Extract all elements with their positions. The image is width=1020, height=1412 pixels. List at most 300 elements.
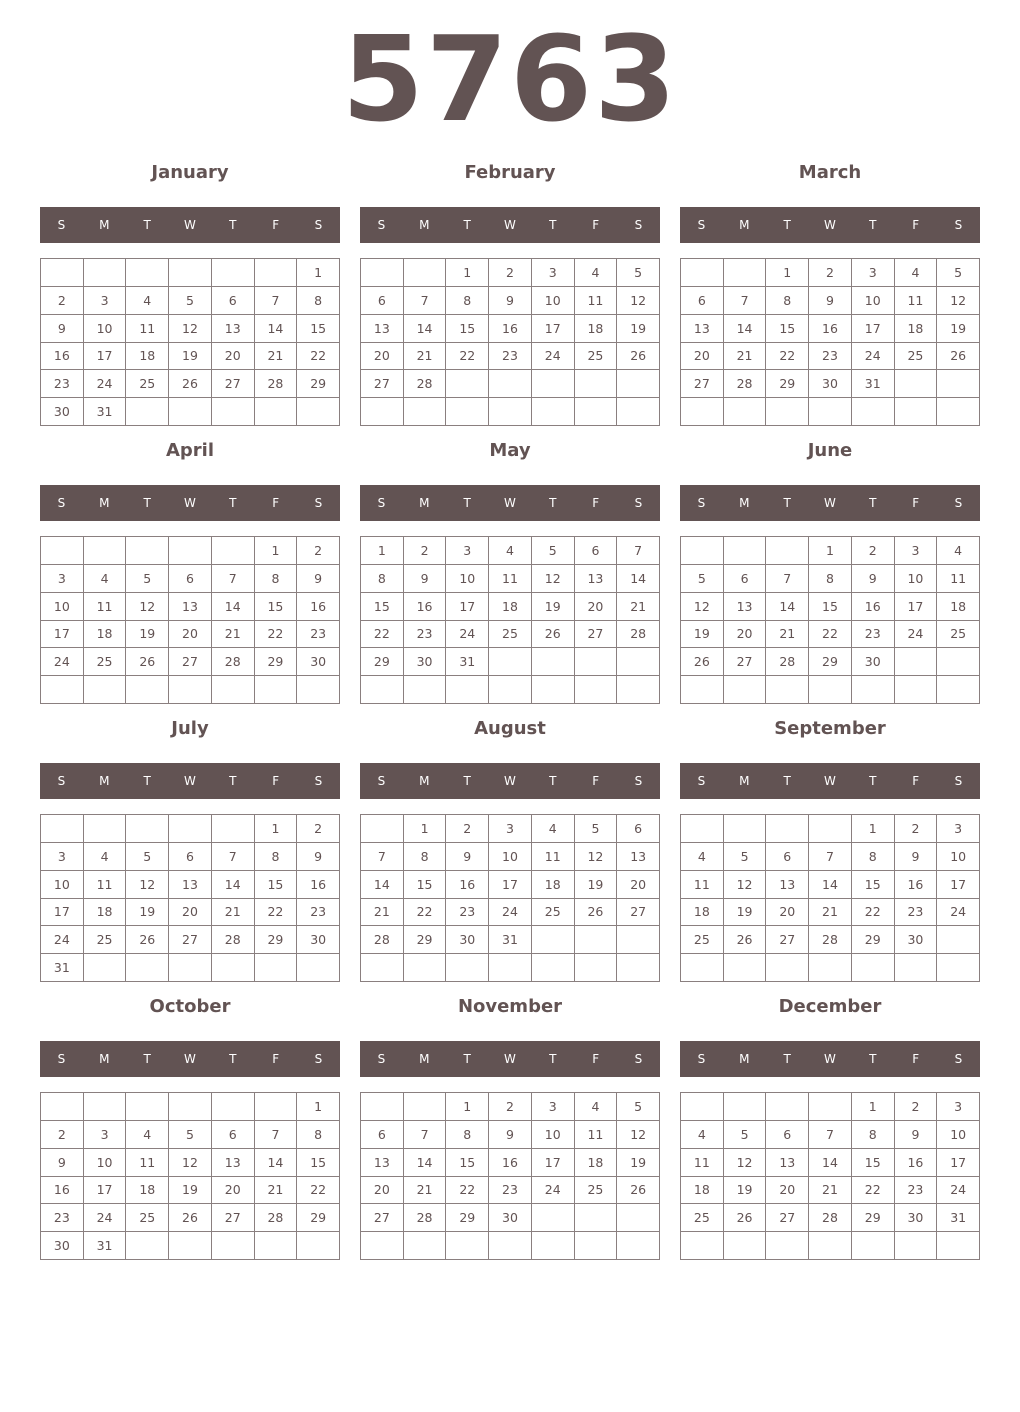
weekday-label: F	[272, 218, 280, 232]
day-cell: 28	[404, 370, 447, 398]
day-cell: 14	[361, 871, 404, 899]
day-cell: 1	[446, 1093, 489, 1121]
weekday-label: M	[419, 774, 430, 788]
empty-cell	[84, 537, 127, 565]
day-cell: 14	[404, 315, 447, 343]
day-cell: 2	[489, 1093, 532, 1121]
day-cell: 18	[126, 343, 169, 371]
empty-cell	[532, 926, 575, 954]
weekday-label: T	[869, 1052, 877, 1066]
day-cell: 20	[681, 343, 724, 371]
day-cell: 1	[255, 537, 298, 565]
day-cell: 16	[895, 871, 938, 899]
weekday-label: T	[463, 496, 471, 510]
day-cell: 15	[766, 315, 809, 343]
day-cell: 4	[937, 537, 980, 565]
day-cell: 30	[404, 648, 447, 676]
day-cell: 12	[532, 565, 575, 593]
day-cell: 8	[852, 1121, 895, 1149]
day-cell: 30	[489, 1204, 532, 1232]
empty-cell	[852, 398, 895, 426]
weekday-label: T	[229, 774, 237, 788]
weekday-label: M	[739, 1052, 750, 1066]
weekday-label: T	[783, 496, 791, 510]
day-cell: 7	[809, 843, 852, 871]
weekday-header	[40, 485, 340, 521]
month-name: February	[464, 162, 556, 183]
day-cell: 3	[446, 537, 489, 565]
weekday-label: T	[463, 1052, 471, 1066]
weekday-header	[40, 763, 340, 799]
day-cell: 13	[617, 843, 660, 871]
day-cell: 21	[766, 621, 809, 649]
empty-cell	[809, 954, 852, 982]
empty-cell	[895, 648, 938, 676]
day-cell: 15	[809, 593, 852, 621]
day-cell: 9	[489, 1121, 532, 1149]
weekday-label: T	[143, 1052, 151, 1066]
day-cell: 13	[169, 871, 212, 899]
day-cell: 3	[41, 843, 84, 871]
day-cell: 30	[895, 1204, 938, 1232]
empty-cell	[937, 676, 980, 704]
empty-cell	[532, 370, 575, 398]
day-cell: 27	[766, 1204, 809, 1232]
day-cell: 23	[297, 621, 340, 649]
empty-cell	[617, 648, 660, 676]
day-cell: 7	[361, 843, 404, 871]
weekday-label: S	[634, 1052, 643, 1066]
weekday-header	[680, 485, 980, 521]
day-cell: 2	[41, 1121, 84, 1149]
day-cell: 26	[617, 1177, 660, 1205]
empty-cell	[617, 954, 660, 982]
day-cell: 9	[404, 565, 447, 593]
weekday-header	[360, 1041, 660, 1077]
day-cell: 25	[126, 1204, 169, 1232]
empty-cell	[41, 676, 84, 704]
day-cell: 20	[766, 899, 809, 927]
day-cell: 15	[255, 593, 298, 621]
day-cell: 27	[169, 648, 212, 676]
weekday-label: M	[99, 1052, 110, 1066]
empty-cell	[489, 398, 532, 426]
weekday-label: M	[739, 218, 750, 232]
day-cell: 10	[84, 315, 127, 343]
day-cell: 14	[255, 315, 298, 343]
empty-cell	[404, 1093, 447, 1121]
empty-cell	[489, 648, 532, 676]
day-cell: 3	[937, 815, 980, 843]
empty-cell	[169, 676, 212, 704]
day-cell: 16	[297, 593, 340, 621]
day-cell: 21	[255, 343, 298, 371]
day-cell: 30	[297, 926, 340, 954]
empty-cell	[255, 1232, 298, 1260]
day-cell: 7	[255, 1121, 298, 1149]
day-cell: 2	[852, 537, 895, 565]
day-cell: 15	[852, 1149, 895, 1177]
day-cell: 23	[489, 1177, 532, 1205]
day-cell: 28	[212, 648, 255, 676]
empty-cell	[766, 1232, 809, 1260]
day-cell: 9	[446, 843, 489, 871]
weekday-label: T	[143, 218, 151, 232]
empty-cell	[617, 1204, 660, 1232]
day-cell: 5	[126, 843, 169, 871]
day-cell: 2	[895, 1093, 938, 1121]
day-cell: 5	[617, 259, 660, 287]
day-cell: 9	[489, 287, 532, 315]
day-grid	[40, 258, 340, 426]
empty-cell	[809, 398, 852, 426]
weekday-label: M	[739, 496, 750, 510]
day-cell: 13	[681, 315, 724, 343]
empty-cell	[404, 259, 447, 287]
day-cell: 2	[297, 815, 340, 843]
weekday-label: S	[57, 774, 66, 788]
day-cell: 15	[852, 871, 895, 899]
empty-cell	[126, 259, 169, 287]
weekday-label: T	[869, 496, 877, 510]
weekday-label: W	[504, 496, 516, 510]
month-name: March	[798, 162, 862, 183]
weekday-label: F	[272, 1052, 280, 1066]
empty-cell	[126, 954, 169, 982]
day-cell: 20	[169, 621, 212, 649]
empty-cell	[575, 676, 618, 704]
empty-cell	[937, 926, 980, 954]
day-cell: 28	[724, 370, 767, 398]
day-cell: 18	[937, 593, 980, 621]
weekday-label: S	[57, 218, 66, 232]
day-cell: 21	[404, 343, 447, 371]
day-cell: 10	[489, 843, 532, 871]
empty-cell	[404, 1232, 447, 1260]
day-cell: 12	[617, 1121, 660, 1149]
day-cell: 24	[84, 1204, 127, 1232]
day-cell: 27	[361, 370, 404, 398]
empty-cell	[126, 676, 169, 704]
day-cell: 12	[937, 287, 980, 315]
day-cell: 5	[169, 1121, 212, 1149]
day-cell: 8	[297, 287, 340, 315]
weekday-label: W	[824, 218, 836, 232]
day-cell: 6	[212, 287, 255, 315]
weekday-label: T	[463, 218, 471, 232]
empty-cell	[532, 398, 575, 426]
day-cell: 17	[41, 621, 84, 649]
day-cell: 13	[212, 315, 255, 343]
day-cell: 2	[809, 259, 852, 287]
day-cell: 18	[532, 871, 575, 899]
day-cell: 14	[617, 565, 660, 593]
day-cell: 19	[617, 1149, 660, 1177]
weekday-label: S	[634, 218, 643, 232]
day-cell: 8	[361, 565, 404, 593]
day-cell: 5	[937, 259, 980, 287]
day-cell: 3	[532, 259, 575, 287]
day-cell: 21	[617, 593, 660, 621]
day-cell: 12	[724, 871, 767, 899]
empty-cell	[681, 815, 724, 843]
day-cell: 4	[681, 1121, 724, 1149]
day-cell: 13	[212, 1149, 255, 1177]
day-cell: 6	[361, 1121, 404, 1149]
day-cell: 13	[361, 315, 404, 343]
day-cell: 11	[126, 315, 169, 343]
weekday-label: T	[783, 1052, 791, 1066]
day-cell: 15	[361, 593, 404, 621]
weekday-header	[360, 763, 660, 799]
day-cell: 10	[852, 287, 895, 315]
day-cell: 30	[41, 398, 84, 426]
weekday-label: M	[419, 496, 430, 510]
empty-cell	[169, 815, 212, 843]
day-cell: 19	[681, 621, 724, 649]
day-cell: 22	[852, 1177, 895, 1205]
day-cell: 12	[126, 871, 169, 899]
empty-cell	[724, 259, 767, 287]
day-cell: 6	[766, 843, 809, 871]
day-cell: 4	[575, 259, 618, 287]
empty-cell	[617, 676, 660, 704]
day-cell: 20	[361, 1177, 404, 1205]
day-cell: 3	[489, 815, 532, 843]
empty-cell	[489, 676, 532, 704]
day-cell: 4	[532, 815, 575, 843]
day-cell: 14	[809, 1149, 852, 1177]
day-grid	[360, 814, 660, 982]
day-cell: 21	[361, 899, 404, 927]
day-cell: 10	[895, 565, 938, 593]
weekday-label: S	[697, 774, 706, 788]
month-name: September	[774, 718, 886, 739]
day-cell: 25	[575, 343, 618, 371]
day-cell: 29	[297, 1204, 340, 1232]
day-cell: 15	[255, 871, 298, 899]
day-cell: 30	[809, 370, 852, 398]
day-cell: 23	[489, 343, 532, 371]
weekday-label: S	[377, 774, 386, 788]
empty-cell	[575, 370, 618, 398]
day-cell: 18	[575, 315, 618, 343]
day-cell: 10	[41, 593, 84, 621]
weekday-label: S	[954, 774, 963, 788]
day-cell: 1	[852, 815, 895, 843]
weekday-label: M	[419, 218, 430, 232]
empty-cell	[766, 815, 809, 843]
day-cell: 18	[575, 1149, 618, 1177]
weekday-label: S	[377, 496, 386, 510]
empty-cell	[724, 676, 767, 704]
day-cell: 5	[169, 287, 212, 315]
day-cell: 23	[404, 621, 447, 649]
day-cell: 16	[489, 315, 532, 343]
weekday-header	[680, 207, 980, 243]
day-cell: 28	[255, 370, 298, 398]
day-cell: 19	[532, 593, 575, 621]
day-cell: 7	[255, 287, 298, 315]
day-cell: 2	[895, 815, 938, 843]
day-cell: 12	[169, 1149, 212, 1177]
day-cell: 5	[575, 815, 618, 843]
weekday-label: W	[184, 218, 196, 232]
day-cell: 3	[41, 565, 84, 593]
year-title: 5763	[341, 10, 679, 148]
day-cell: 22	[297, 343, 340, 371]
day-cell: 29	[852, 1204, 895, 1232]
weekday-label: S	[377, 218, 386, 232]
day-cell: 3	[84, 1121, 127, 1149]
empty-cell	[126, 398, 169, 426]
empty-cell	[297, 954, 340, 982]
day-cell: 2	[404, 537, 447, 565]
day-cell: 3	[895, 537, 938, 565]
day-cell: 28	[809, 1204, 852, 1232]
day-cell: 17	[489, 871, 532, 899]
day-cell: 6	[575, 537, 618, 565]
day-cell: 18	[681, 899, 724, 927]
day-cell: 22	[446, 343, 489, 371]
empty-cell	[937, 370, 980, 398]
day-cell: 11	[681, 871, 724, 899]
day-cell: 28	[809, 926, 852, 954]
day-cell: 30	[41, 1232, 84, 1260]
day-grid	[680, 258, 980, 426]
day-cell: 5	[681, 565, 724, 593]
day-cell: 19	[126, 621, 169, 649]
day-cell: 26	[126, 648, 169, 676]
day-cell: 9	[297, 565, 340, 593]
day-cell: 17	[532, 1149, 575, 1177]
day-cell: 25	[84, 648, 127, 676]
weekday-label: S	[314, 774, 323, 788]
day-cell: 19	[126, 899, 169, 927]
day-cell: 14	[212, 593, 255, 621]
weekday-label: S	[314, 218, 323, 232]
day-cell: 6	[361, 287, 404, 315]
empty-cell	[212, 676, 255, 704]
day-cell: 4	[489, 537, 532, 565]
weekday-label: F	[912, 774, 920, 788]
day-cell: 13	[766, 1149, 809, 1177]
month-name: May	[489, 440, 531, 461]
day-cell: 11	[126, 1149, 169, 1177]
weekday-label: T	[549, 218, 557, 232]
day-cell: 8	[852, 843, 895, 871]
day-cell: 17	[532, 315, 575, 343]
empty-cell	[681, 954, 724, 982]
day-cell: 20	[617, 871, 660, 899]
day-cell: 12	[724, 1149, 767, 1177]
day-cell: 19	[724, 1177, 767, 1205]
day-cell: 30	[446, 926, 489, 954]
month-name: July	[171, 718, 209, 739]
empty-cell	[766, 954, 809, 982]
day-cell: 1	[255, 815, 298, 843]
day-cell: 8	[404, 843, 447, 871]
empty-cell	[895, 370, 938, 398]
empty-cell	[404, 954, 447, 982]
day-cell: 19	[937, 315, 980, 343]
day-cell: 6	[681, 287, 724, 315]
empty-cell	[446, 1232, 489, 1260]
day-cell: 22	[809, 621, 852, 649]
day-cell: 7	[212, 565, 255, 593]
weekday-label: W	[824, 1052, 836, 1066]
day-cell: 1	[852, 1093, 895, 1121]
day-cell: 11	[937, 565, 980, 593]
empty-cell	[212, 537, 255, 565]
empty-cell	[724, 1093, 767, 1121]
month-name: August	[474, 718, 546, 739]
day-cell: 9	[895, 1121, 938, 1149]
empty-cell	[724, 815, 767, 843]
weekday-label: F	[592, 1052, 600, 1066]
empty-cell	[361, 1093, 404, 1121]
weekday-label: T	[229, 218, 237, 232]
day-cell: 21	[404, 1177, 447, 1205]
weekday-header	[360, 485, 660, 521]
day-cell: 5	[126, 565, 169, 593]
day-cell: 30	[297, 648, 340, 676]
empty-cell	[617, 370, 660, 398]
day-cell: 20	[766, 1177, 809, 1205]
empty-cell	[255, 1093, 298, 1121]
day-cell: 4	[126, 287, 169, 315]
day-cell: 25	[126, 370, 169, 398]
day-cell: 3	[532, 1093, 575, 1121]
empty-cell	[575, 1204, 618, 1232]
day-cell: 26	[724, 926, 767, 954]
day-cell: 21	[212, 899, 255, 927]
day-cell: 21	[212, 621, 255, 649]
day-cell: 16	[809, 315, 852, 343]
weekday-label: W	[504, 1052, 516, 1066]
empty-cell	[84, 259, 127, 287]
day-cell: 12	[681, 593, 724, 621]
empty-cell	[852, 954, 895, 982]
day-cell: 1	[766, 259, 809, 287]
empty-cell	[681, 398, 724, 426]
day-cell: 16	[41, 1177, 84, 1205]
day-cell: 26	[724, 1204, 767, 1232]
day-cell: 22	[255, 621, 298, 649]
day-grid	[40, 814, 340, 982]
day-cell: 1	[446, 259, 489, 287]
day-cell: 23	[41, 370, 84, 398]
day-cell: 22	[404, 899, 447, 927]
day-cell: 24	[852, 343, 895, 371]
day-cell: 14	[766, 593, 809, 621]
day-cell: 17	[852, 315, 895, 343]
day-grid	[40, 1092, 340, 1260]
weekday-label: F	[272, 496, 280, 510]
weekday-label: S	[634, 496, 643, 510]
day-cell: 23	[809, 343, 852, 371]
weekday-label: M	[419, 1052, 430, 1066]
day-cell: 15	[446, 1149, 489, 1177]
weekday-label: S	[314, 496, 323, 510]
day-cell: 2	[41, 287, 84, 315]
empty-cell	[404, 676, 447, 704]
empty-cell	[297, 398, 340, 426]
day-grid	[680, 1092, 980, 1260]
day-cell: 10	[532, 287, 575, 315]
empty-cell	[937, 648, 980, 676]
empty-cell	[84, 815, 127, 843]
